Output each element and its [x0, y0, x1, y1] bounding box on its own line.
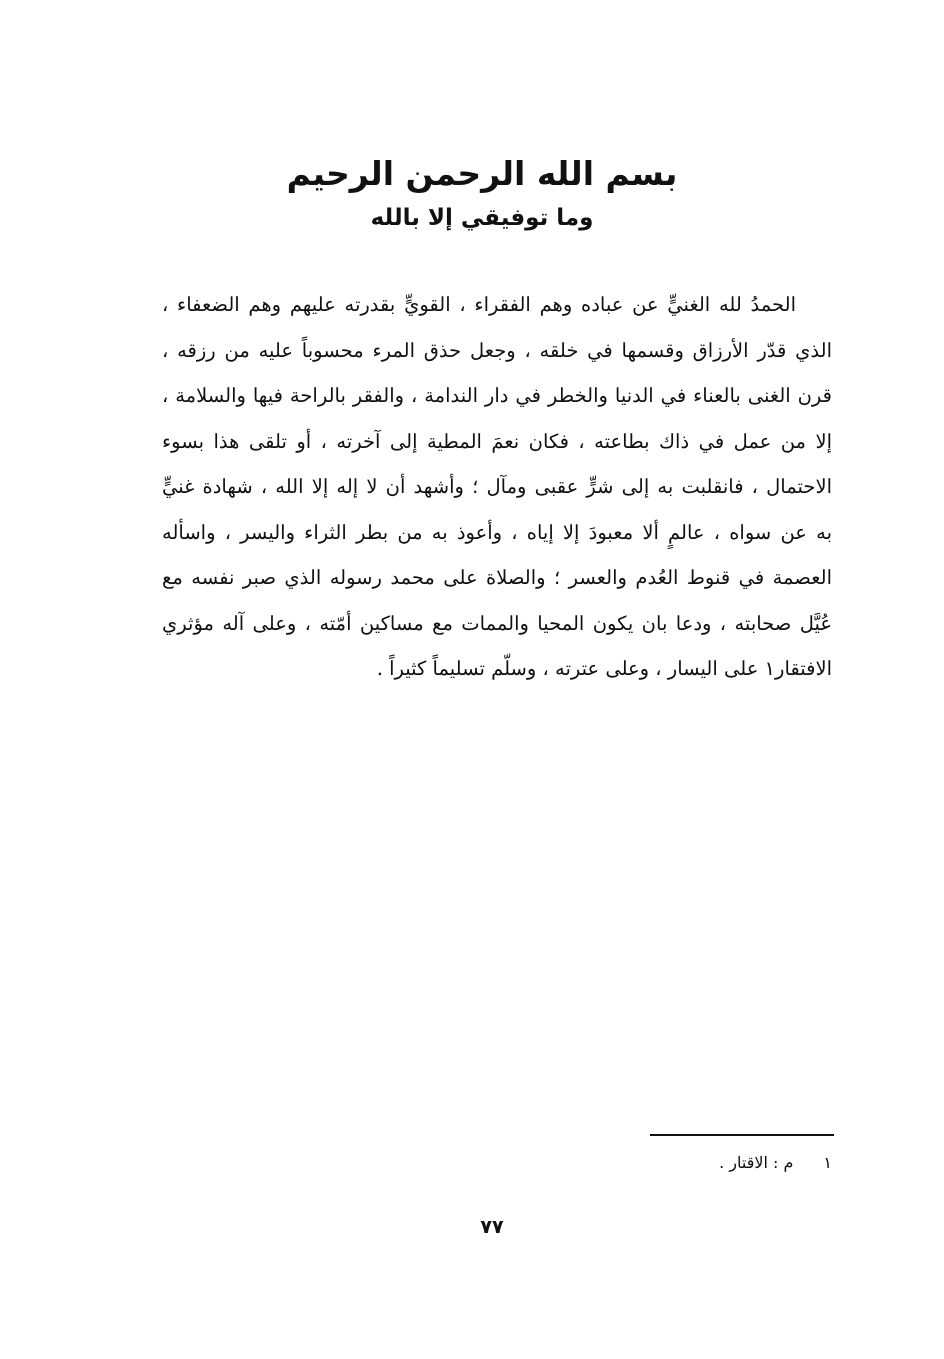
text-line: به عن سواه ، عالمٍ ألا معبودَ إلا إياه ، وأعوذ به من بطر الثراء واليسر ، واسأله: [162, 520, 832, 544]
footnote-divider: [650, 1134, 834, 1136]
subtitle-heading: وما توفيقي إلا بالله: [370, 205, 594, 231]
page-header: [0, 150, 944, 238]
text-line: عُيَّل صحابته ، ودعا بان يكون المحيا والممات مع مساكين أمّته ، وعلى آله مؤثري: [162, 611, 832, 635]
text-line: الحمدُ لله الغنيٍّ عن عباده وهم الفقراء ، القويٍّ بقدرته عليهم وهم الضعفاء ،: [162, 293, 796, 316]
page-number: ٧٧: [480, 1216, 504, 1238]
body-paragraph: [162, 282, 832, 692]
text-line: الذي قدّر الأرزاق وقسمها في خلقه ، وجعل حذق المرء محسوباً عليه من رزقه ،: [162, 338, 832, 362]
text-line: العصمة في قنوط العُدم والعسر ؛ والصلاة على محمد رسوله الذي صبر نفسه مع: [162, 566, 832, 589]
text-line: إلا من عمل في ذاك بطاعته ، فكان نعمَ المطية إلى آخرته ، أو تلقى هذا بسوء: [162, 429, 832, 453]
basmala-heading: بسم الله الرحمن الرحيم: [286, 154, 678, 193]
text-line: قرن الغنى بالعناء في الدنيا والخطر في دار الندامة ، والفقر بالراحة فيها والسلامة ،: [162, 384, 832, 407]
footnote-text: م : الاقتار .: [719, 1153, 794, 1172]
footnote-number: ١: [823, 1153, 832, 1172]
footnote: [719, 1148, 832, 1178]
text-line: الاحتمال ، فانقلبت به إلى شرٍّ عقبى ومآل ؛ وأشهد أن لا إله إلا الله ، شهادة غنيٍّ: [162, 475, 832, 498]
text-line: الافتقار١ على اليسار ، وعلى عترته ، وسلّم تسليماً كثيراً .: [376, 657, 832, 680]
